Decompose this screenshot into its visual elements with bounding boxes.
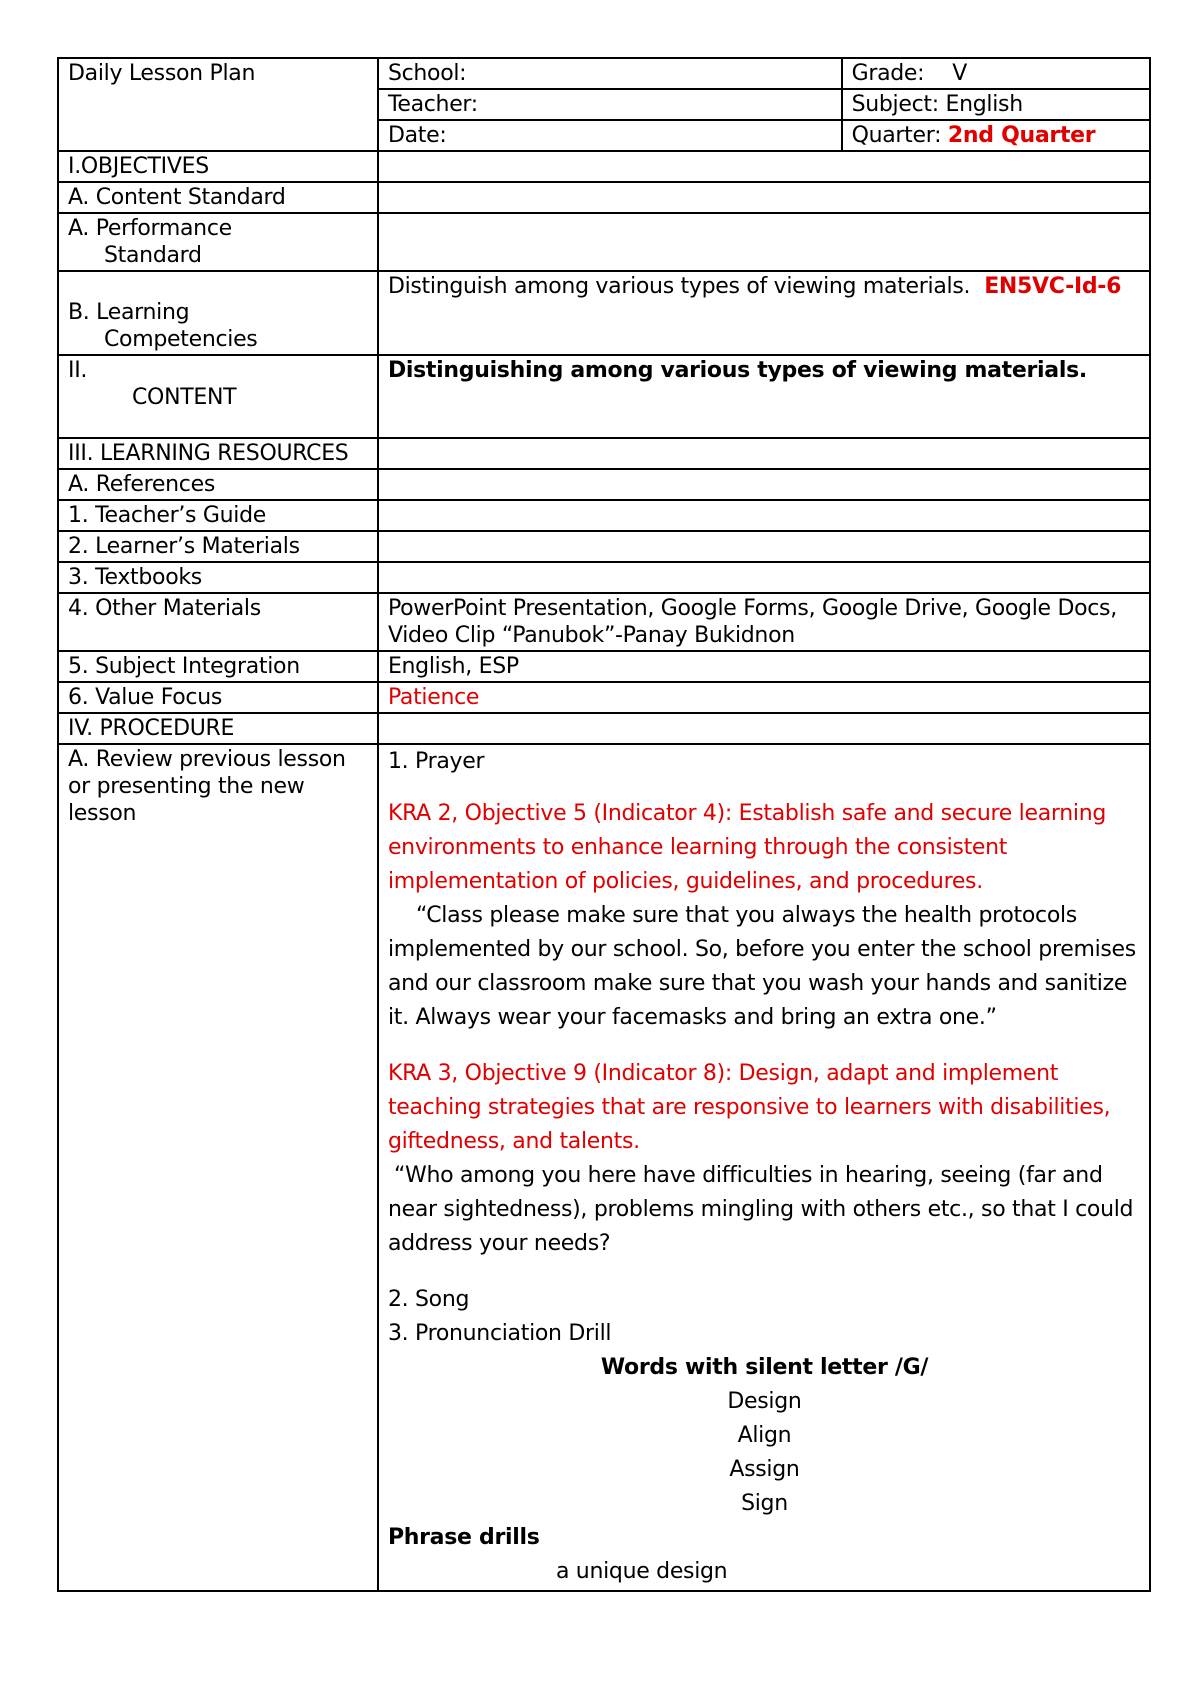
learners-materials-value (378, 531, 1150, 562)
document-title: Daily Lesson Plan (68, 61, 256, 86)
date-cell (378, 120, 842, 151)
subject-cell (842, 89, 1150, 120)
content-value-text: Distinguishing among various types of viewing materials. (387, 358, 1087, 383)
competency-code: EN5VC-Id-6 (984, 274, 1122, 299)
teachers-guide-text: 1. Teacher’s Guide (68, 503, 266, 528)
subject-label: Subject: English (851, 92, 1023, 117)
lesson-plan-page (57, 57, 1151, 1592)
step-a-line3: lesson (68, 801, 137, 826)
date-label: Date: (387, 123, 447, 148)
procedure-heading (58, 713, 378, 744)
performance-standard-line1: A. Performance (68, 216, 232, 241)
grade-value: V (952, 61, 968, 86)
pronunciation-drill-item: 3. Pronunciation Drill (387, 1321, 612, 1346)
step-a-line1: A. Review previous lesson (68, 747, 346, 772)
value-focus-value-text: Patience (387, 685, 480, 710)
resources-heading (58, 438, 378, 469)
learning-competencies-line1: B. Learning (68, 300, 190, 325)
resources-empty (378, 438, 1150, 469)
subject-integration-value (378, 651, 1150, 682)
prayer-item: 1. Prayer (387, 749, 485, 774)
resources-heading-text: III. LEARNING RESOURCES (68, 441, 349, 466)
learning-competencies-label (58, 271, 378, 355)
learning-competencies-value (378, 271, 1150, 355)
other-materials-line1: PowerPoint Presentation, Google Forms, Google Drive, Google Docs, (387, 596, 1117, 621)
value-focus-label (58, 682, 378, 713)
grade-cell (842, 58, 1150, 89)
content-label (58, 355, 378, 438)
content-standard-value (378, 182, 1150, 213)
value-focus-value (378, 682, 1150, 713)
quarter-label: Quarter: (851, 123, 942, 148)
other-materials-text: 4. Other Materials (68, 596, 261, 621)
kra2-indicator: KRA 2, Objective 5 (Indicator 4): Establish safe and secure learning environments to enhance learning through the consistent implementation of policies, guidelines, and procedures. (387, 801, 1106, 894)
drill-word: Align (737, 1423, 792, 1448)
grade-label: Grade: (851, 61, 925, 86)
content-heading-numeral: II. (68, 358, 88, 383)
learning-competencies-text: Distinguish among various types of viewing materials. (387, 274, 971, 299)
content-value (378, 355, 1150, 438)
drill-word: Design (727, 1389, 802, 1414)
objectives-empty (378, 151, 1150, 182)
content-standard-text: A. Content Standard (68, 185, 286, 210)
learners-materials-label (58, 531, 378, 562)
content-standard-label (58, 182, 378, 213)
performance-standard-line2: Standard (104, 243, 202, 268)
title-cell (58, 58, 378, 151)
teachers-guide-value (378, 500, 1150, 531)
phrase-drills-heading: Phrase drills (387, 1525, 540, 1550)
textbooks-label (58, 562, 378, 593)
other-materials-label (58, 593, 378, 651)
teacher-cell (378, 89, 842, 120)
other-materials-value (378, 593, 1150, 651)
references-text: A. References (68, 472, 215, 497)
drill-word: Assign (729, 1457, 800, 1482)
textbooks-value (378, 562, 1150, 593)
kra3-quote: “Who among you here have difficulties in hearing, seeing (far and near sightedness), problems mingling with others etc., so that I could address your needs? (387, 1163, 1134, 1256)
song-item: 2. Song (387, 1287, 470, 1312)
drill-word: Sign (741, 1491, 788, 1516)
references-value (378, 469, 1150, 500)
quarter-value: 2nd Quarter (947, 123, 1096, 148)
subject-integration-label (58, 651, 378, 682)
value-focus-text: 6. Value Focus (68, 685, 223, 710)
objectives-heading-text: I.OBJECTIVES (68, 154, 209, 179)
procedure-heading-text: IV. PROCEDURE (68, 716, 235, 741)
objectives-heading (58, 151, 378, 182)
step-a-content (378, 744, 1150, 1591)
performance-standard-value (378, 213, 1150, 271)
learners-materials-text: 2. Learner’s Materials (68, 534, 300, 559)
other-materials-line2: Video Clip “Panubok”-Panay Bukidnon (387, 623, 795, 648)
kra2-quote: “Class please make sure that you always the health protocols implemented by our school. So, before you enter the school premises and our classroom make sure that you wash your hands and sanitize it. Always wear your facemasks and bring an extra one.” (387, 903, 1136, 1030)
procedure-empty (378, 713, 1150, 744)
learning-competencies-line2: Competencies (104, 327, 258, 352)
references-label (58, 469, 378, 500)
performance-standard-label (58, 213, 378, 271)
lesson-plan-table (57, 57, 1151, 1592)
teachers-guide-label (58, 500, 378, 531)
textbooks-text: 3. Textbooks (68, 565, 202, 590)
subject-integration-text: 5. Subject Integration (68, 654, 300, 679)
silent-letter-heading: Words with silent letter /G/ (600, 1355, 929, 1380)
step-a-label (58, 744, 378, 1591)
phrase-drill-item: a unique design (555, 1559, 728, 1584)
content-heading-text: CONTENT (132, 385, 237, 410)
subject-integration-value-text: English, ESP (387, 654, 519, 679)
kra3-indicator: KRA 3, Objective 9 (Indicator 8): Design, adapt and implement teaching strategies that are responsive to learners with disabilities, giftedness, and talents. (387, 1061, 1111, 1154)
step-a-line2: or presenting the new (68, 774, 305, 799)
school-cell (378, 58, 842, 89)
quarter-cell (842, 120, 1150, 151)
teacher-label: Teacher: (387, 92, 478, 117)
school-label: School: (387, 61, 467, 86)
